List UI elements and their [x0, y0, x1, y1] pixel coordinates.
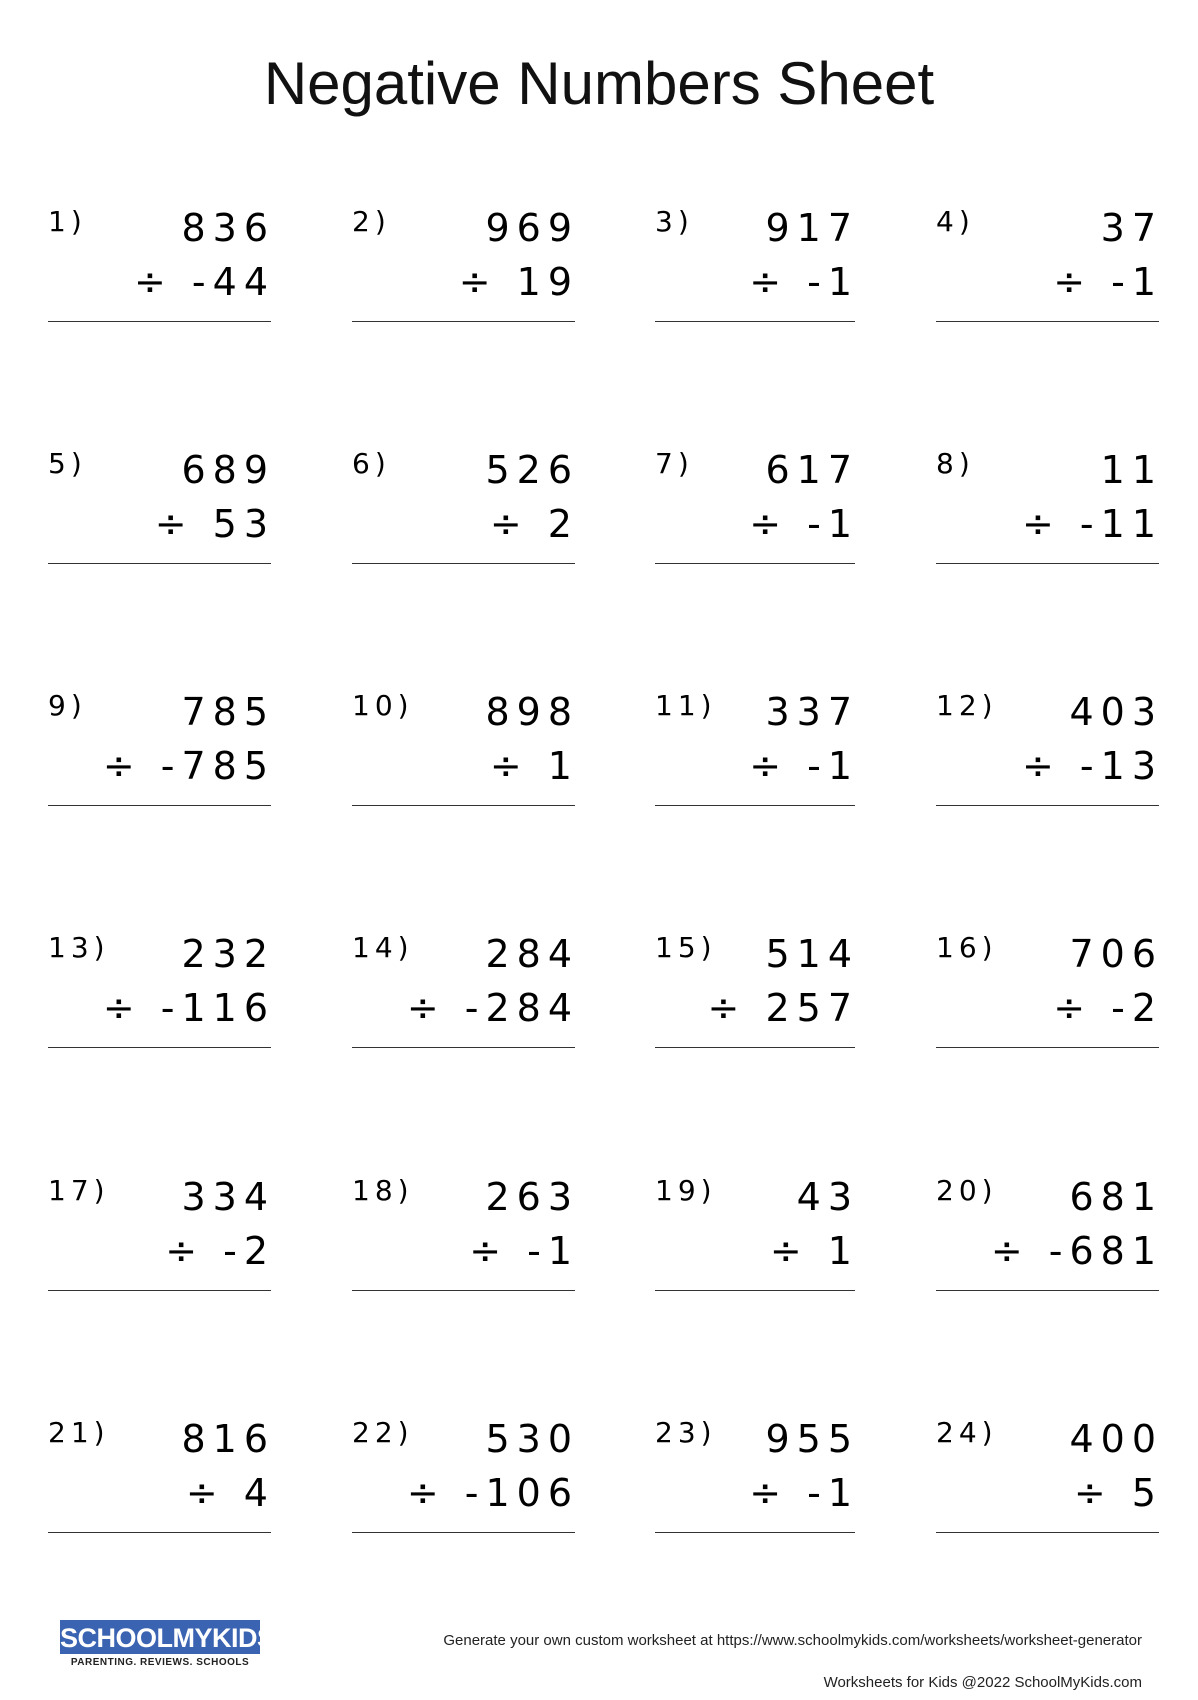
problem-number: 22): [352, 1416, 414, 1449]
answer-line: [48, 1532, 271, 1533]
dividend: 785: [181, 690, 275, 734]
problem-number: 3): [655, 205, 694, 238]
problem-number: 12): [936, 689, 998, 722]
problem-number: 2): [352, 205, 391, 238]
dividend: 689: [181, 448, 275, 492]
page-title: Negative Numbers Sheet: [263, 50, 935, 117]
problem-3: [655, 205, 859, 356]
problem-number: 13): [48, 931, 110, 964]
problem-11: [655, 689, 859, 840]
dividend: 836: [181, 206, 275, 250]
problem-number: 15): [655, 931, 717, 964]
problem-16: [936, 931, 1163, 1082]
dividend: 681: [1069, 1175, 1163, 1219]
problem-12: [936, 689, 1163, 840]
problem-number: 6): [352, 447, 391, 480]
answer-line: [655, 321, 855, 322]
dividend: 617: [765, 448, 859, 492]
answer-line: [936, 321, 1159, 322]
dividend: 526: [485, 448, 579, 492]
answer-line: [936, 1532, 1159, 1533]
answer-line: [48, 563, 271, 564]
divisor: ÷ 5: [1073, 1471, 1163, 1515]
problem-number: 1): [48, 205, 87, 238]
problem-number: 10): [352, 689, 414, 722]
answer-line: [48, 1290, 271, 1291]
answer-line: [352, 1047, 575, 1048]
answer-line: [48, 805, 271, 806]
problem-number: 23): [655, 1416, 717, 1449]
answer-line: [352, 1290, 575, 1291]
divisor: ÷ 2: [489, 502, 579, 546]
problem-number: 4): [936, 205, 975, 238]
divisor: ÷ -2: [165, 1229, 275, 1273]
answer-line: [936, 805, 1159, 806]
divisor: ÷ 1: [769, 1229, 859, 1273]
dividend: 816: [181, 1417, 275, 1461]
dividend: 284: [485, 932, 579, 976]
divisor: ÷ -1: [469, 1229, 579, 1273]
divisor: ÷ -284: [406, 986, 579, 1030]
problem-number: 20): [936, 1174, 998, 1207]
problem-number: 21): [48, 1416, 110, 1449]
problem-9: [48, 689, 275, 840]
problem-14: [352, 931, 579, 1082]
divisor: ÷ -785: [102, 744, 275, 788]
dividend: 232: [181, 932, 275, 976]
problem-number: 11): [655, 689, 717, 722]
problem-24: [936, 1416, 1163, 1567]
answer-line: [655, 1047, 855, 1048]
problem-19: [655, 1174, 859, 1325]
problem-7: [655, 447, 859, 598]
problem-15: [655, 931, 859, 1082]
problem-2: [352, 205, 579, 356]
problem-number: 24): [936, 1416, 998, 1449]
dividend: 37: [1100, 206, 1163, 250]
answer-line: [936, 563, 1159, 564]
logo-tagline: PARENTING. REVIEWS. SCHOOLS: [70, 1657, 250, 1668]
divisor: ÷ 1: [489, 744, 579, 788]
problem-17: [48, 1174, 275, 1325]
problem-4: [936, 205, 1163, 356]
problem-23: [655, 1416, 859, 1567]
dividend: 706: [1069, 932, 1163, 976]
logo-wordmark: SCHOOLMYKIDS: [60, 1620, 260, 1654]
answer-line: [655, 1290, 855, 1291]
divisor: ÷ -681: [990, 1229, 1163, 1273]
answer-line: [352, 1532, 575, 1533]
answer-line: [352, 563, 575, 564]
answer-line: [655, 1532, 855, 1533]
problem-18: [352, 1174, 579, 1325]
answer-line: [655, 805, 855, 806]
dividend: 400: [1069, 1417, 1163, 1461]
problem-5: [48, 447, 275, 598]
dividend: 43: [796, 1175, 859, 1219]
dividend: 917: [765, 206, 859, 250]
divisor: ÷ -106: [406, 1471, 579, 1515]
problem-22: [352, 1416, 579, 1567]
divisor: ÷ -2: [1053, 986, 1163, 1030]
answer-line: [936, 1047, 1159, 1048]
answer-line: [352, 321, 575, 322]
divisor: ÷ -1: [1053, 260, 1163, 304]
dividend: 530: [485, 1417, 579, 1461]
answer-line: [936, 1290, 1159, 1291]
dividend: 334: [181, 1175, 275, 1219]
problem-8: [936, 447, 1163, 598]
answer-line: [352, 805, 575, 806]
answer-line: [48, 1047, 271, 1048]
divisor: ÷ -116: [102, 986, 275, 1030]
problem-number: 16): [936, 931, 998, 964]
problem-number: 7): [655, 447, 694, 480]
dividend: 403: [1069, 690, 1163, 734]
problem-number: 19): [655, 1174, 717, 1207]
problem-1: [48, 205, 275, 356]
dividend: 514: [765, 932, 859, 976]
divisor: ÷ -1: [749, 744, 859, 788]
divisor: ÷ -1: [749, 260, 859, 304]
dividend: 969: [485, 206, 579, 250]
dividend: 11: [1100, 448, 1163, 492]
problem-number: 8): [936, 447, 975, 480]
dividend: 263: [485, 1175, 579, 1219]
problem-number: 5): [48, 447, 87, 480]
dividend: 898: [485, 690, 579, 734]
divisor: ÷ -13: [1022, 744, 1163, 788]
answer-line: [48, 321, 271, 322]
divisor: ÷ -44: [134, 260, 275, 304]
divisor: ÷ -1: [749, 502, 859, 546]
divisor: ÷ 257: [707, 986, 859, 1030]
dividend: 955: [765, 1417, 859, 1461]
problem-number: 17): [48, 1174, 110, 1207]
problem-20: [936, 1174, 1163, 1325]
dividend: 337: [765, 690, 859, 734]
divisor: ÷ 4: [185, 1471, 275, 1515]
problem-10: [352, 689, 579, 840]
answer-line: [655, 563, 855, 564]
divisor: ÷ 19: [458, 260, 579, 304]
problem-number: 14): [352, 931, 414, 964]
divisor: ÷ -11: [1022, 502, 1163, 546]
divisor: ÷ -1: [749, 1471, 859, 1515]
problem-number: 9): [48, 689, 87, 722]
problem-number: 18): [352, 1174, 414, 1207]
generator-link-text: Generate your own custom worksheet at https://www.schoolmykids.com/worksheets/worksheet-generator: [443, 1632, 1142, 1649]
problem-13: [48, 931, 275, 1082]
schoolmykids-logo: [60, 1620, 275, 1668]
problem-6: [352, 447, 579, 598]
copyright-text: Worksheets for Kids @2022 SchoolMyKids.com: [823, 1674, 1142, 1691]
divisor: ÷ 53: [154, 502, 275, 546]
problem-21: [48, 1416, 275, 1567]
